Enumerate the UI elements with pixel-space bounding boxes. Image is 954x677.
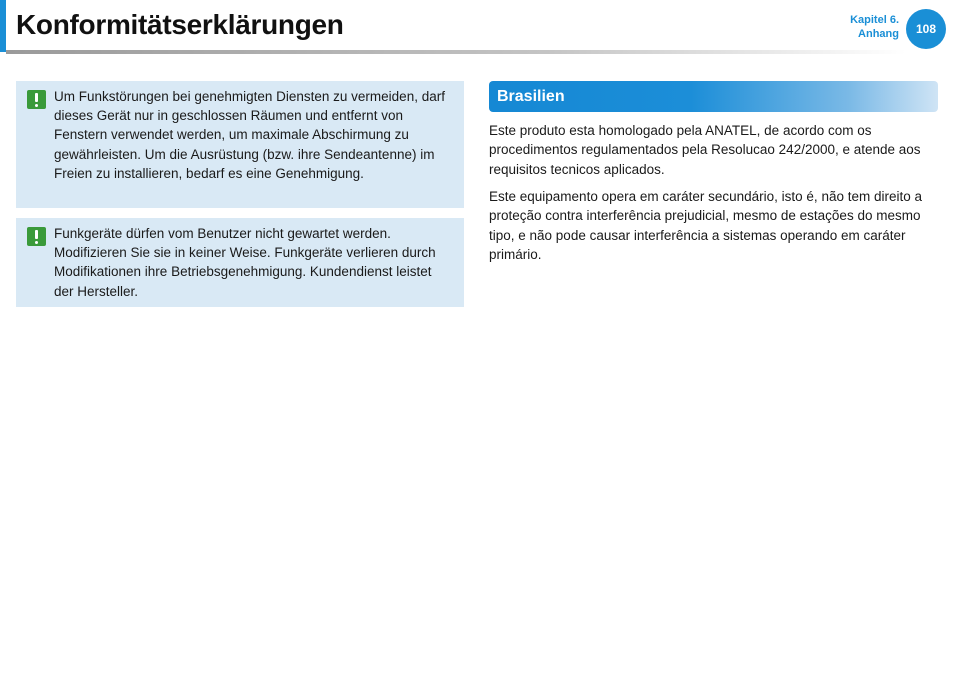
chapter-name: Anhang xyxy=(858,28,899,40)
notice-text: Um Funkstörungen bei genehmigten Diensten zu vermeiden, darf dieses Gerät nur in geschlossen Räumen und entfernt von Fenstern verwendet werden, um maximale Abschirmung zu gewährleisten. Um die Ausrüstung (bzw. ihre Sendeantenne) im Freien zu installieren, bedarf es eine Genehmigung. xyxy=(54,89,445,181)
section-heading xyxy=(489,81,938,112)
page-title: Konformitätserklärungen xyxy=(16,9,344,40)
exclamation-icon xyxy=(27,227,46,246)
notice-text: Funkgeräte dürfen vom Benutzer nicht gewartet werden. Modifizieren Sie sie in keiner Weise. Funkgeräte verlieren durch Modifikationen ihre Betriebsgenehmigung. Kundendienst leistet der Hersteller. xyxy=(54,226,436,299)
section-heading-label: Brasilien xyxy=(497,87,565,105)
chapter-number: Kapitel 6. xyxy=(850,14,899,26)
header-divider xyxy=(6,50,906,54)
notice-box xyxy=(16,81,464,208)
header-accent-bar xyxy=(0,0,6,52)
exclamation-icon xyxy=(27,90,46,109)
body-paragraph: Este produto esta homologado pela ANATEL, de acordo com os procedimentos regulamentados pela Resolucao 242/2000, e atende aos requisitos tecnicos aplicados. xyxy=(489,123,921,177)
notice-box xyxy=(16,218,464,307)
page-number-badge: 108 xyxy=(906,9,946,49)
body-paragraph: Este equipamento opera em caráter secundário, isto é, não tem direito a proteção contra interferência prejudicial, mesmo de estações do mesmo tipo, e não pode causar interferência a sistemas operando em caráter primário. xyxy=(489,189,922,262)
chapter-label xyxy=(850,13,899,41)
